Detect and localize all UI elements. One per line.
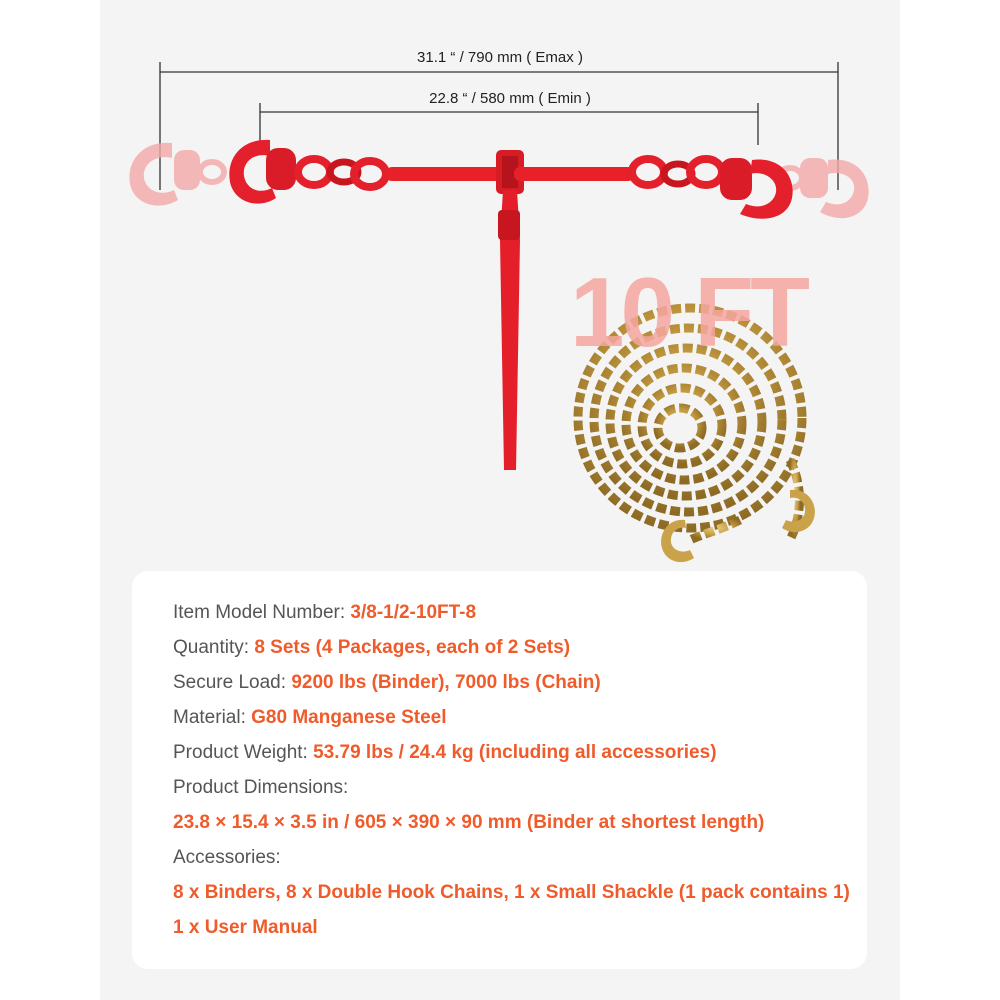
spec-material-value: G80 Manganese Steel: [251, 707, 447, 728]
spec-quantity: [173, 636, 570, 660]
spec-model: [173, 601, 476, 625]
spec-material-label: Material:: [173, 707, 252, 728]
emax-label: 31.1 “ / 790 mm ( Emax ): [411, 49, 589, 66]
chain-length-badge: 10 FT: [570, 257, 806, 367]
spec-secure-load-label: Secure Load:: [173, 672, 292, 693]
spec-weight-value: 53.79 lbs / 24.4 kg (including all accessories): [313, 742, 717, 763]
chain-grab-hook-1: [782, 490, 815, 532]
spec-dimensions-value: 23.8 × 15.4 × 3.5 in / 605 × 390 × 90 mm (Binder at shortest length): [173, 812, 765, 833]
spec-secure-load-value: 9200 lbs (Binder), 7000 lbs (Chain): [291, 672, 601, 693]
product-canvas: [100, 0, 900, 1000]
spec-dimensions-label: Product Dimensions:: [173, 777, 349, 798]
spec-quantity-label: Quantity:: [173, 637, 255, 658]
spec-model-label: Item Model Number:: [173, 602, 351, 623]
spec-weight-label: Product Weight:: [173, 742, 314, 763]
spec-weight: [173, 741, 717, 765]
spec-accessories-value-1: 8 x Binders, 8 x Double Hook Chains, 1 x Small Shackle (1 pack contains 1): [173, 882, 850, 903]
emin-label: 22.8 “ / 580 mm ( Emin ): [423, 90, 597, 107]
spec-material: [173, 706, 447, 730]
spec-accessories-value-2: 1 x User Manual: [173, 917, 318, 938]
spec-accessories-label: Accessories:: [173, 847, 281, 868]
spec-card: [132, 571, 867, 969]
faded-hook-left: [129, 143, 224, 206]
spec-secure-load: [173, 671, 601, 695]
spec-model-value: 3/8-1/2-10FT-8: [350, 602, 477, 623]
emin-dimension-line: [260, 103, 758, 145]
spec-quantity-value: 8 Sets (4 Packages, each of 2 Sets): [254, 637, 571, 658]
